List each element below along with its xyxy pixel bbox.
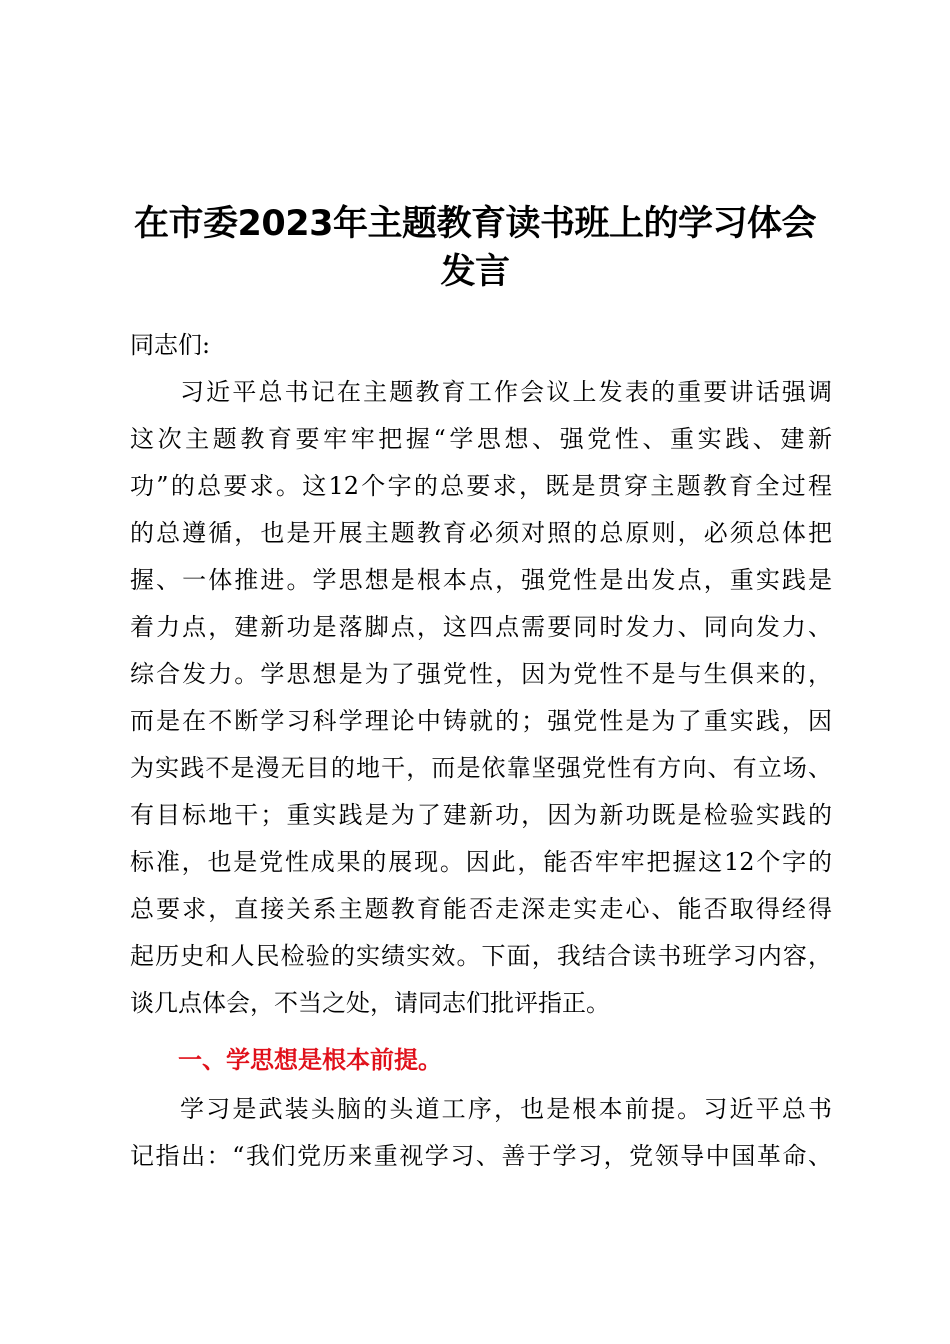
document-title-line2: 发言: [440, 252, 510, 292]
paragraph-line: 总要求，直接关系主题教育能否走深走实走心、能否取得经得: [130, 895, 832, 923]
paragraph-1: [130, 369, 832, 1027]
paragraph-line: 有目标地干；重实践是为了建新功，因为新功既是检验实践的: [130, 801, 832, 829]
paragraph-line: 起历史和人民检验的实绩实效。下面，我结合读书班学习内容，: [130, 942, 832, 970]
document-title-line1: 在市委2023年主题教育读书班上的学习体会: [134, 204, 816, 244]
paragraph-line: 记指出：“我们党历来重视学习、善于学习，党领导中国革命、: [130, 1142, 832, 1170]
paragraph-line: 综合发力。学思想是为了强党性，因为党性不是与生俱来的，: [130, 660, 832, 688]
paragraph-line: 着力点，建新功是落脚点，这四点需要同时发力、同向发力、: [130, 613, 832, 641]
paragraph-line: 功”的总要求。这12个字的总要求，既是贯穿主题教育全过程: [130, 472, 832, 500]
paragraph-line: 这次主题教育要牢牢把握“学思想、强党性、重实践、建新: [130, 425, 832, 453]
paragraph-line: 习近平总书记在主题教育工作会议上发表的重要讲话强调: [180, 378, 832, 406]
paragraph-line: 谈几点体会，不当之处，请同志们批评指正。: [130, 989, 610, 1017]
paragraph-line: 握、一体推进。学思想是根本点，强党性是出发点，重实践是: [130, 566, 832, 594]
section-heading-1: 一、学思想是根本前提。: [178, 1046, 442, 1074]
paragraph-line: 学习是武装头脑的头道工序，也是根本前提。习近平总书: [180, 1095, 832, 1123]
paragraph-line: 标准，也是党性成果的展现。因此，能否牢牢把握这12个字的: [130, 848, 832, 876]
paragraph-line: 为实践不是漫无目的地干，而是依靠坚强党性有方向、有立场、: [130, 754, 832, 782]
salutation: 同志们:: [130, 331, 211, 359]
paragraph-2: [130, 1086, 832, 1180]
paragraph-line: 而是在不断学习科学理论中铸就的；强党性是为了重实践，因: [130, 707, 832, 735]
paragraph-line: 的总遵循，也是开展主题教育必须对照的总原则，必须总体把: [130, 519, 832, 547]
